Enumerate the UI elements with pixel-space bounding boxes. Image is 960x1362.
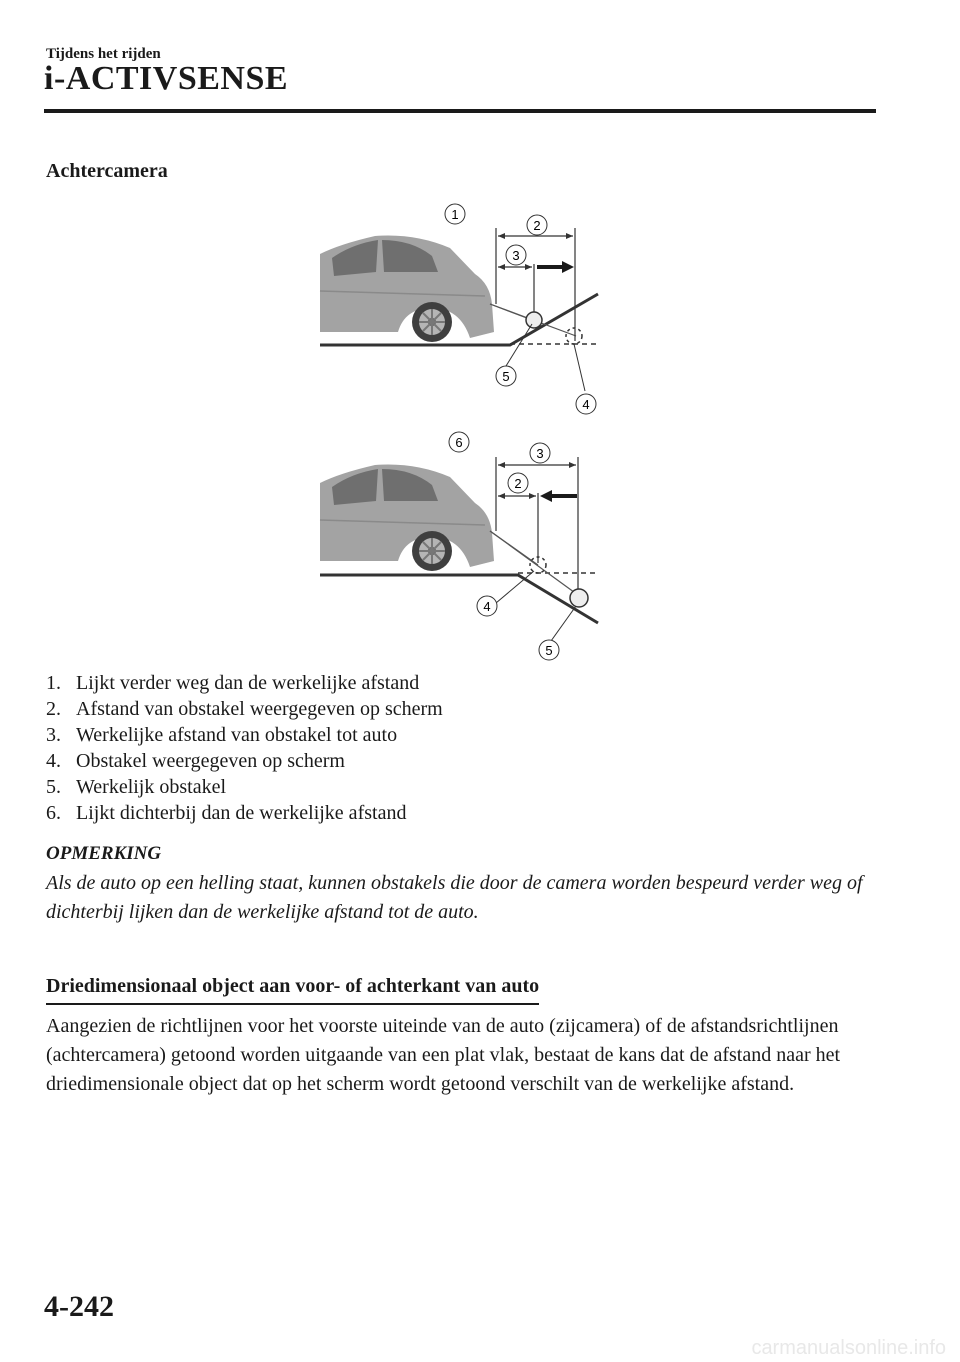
chapter-title: i-ACTIVSENSE [44,60,289,97]
svg-text:2: 2 [533,218,541,233]
svg-text:2: 2 [514,476,522,491]
callout-1 [445,204,465,224]
car-rear-illustration [320,236,494,343]
actual-obstacle-marker [570,589,588,607]
svg-text:5: 5 [545,643,553,658]
legend-item: 5. Werkelijk obstakel [46,776,227,798]
callout-4 [477,596,497,616]
svg-text:3: 3 [536,446,544,461]
legend-item: 2. Afstand van obstakel weergegeven op scherm [46,698,443,720]
callout-4 [576,394,596,414]
legend-item: 3. Werkelijke afstand van obstakel tot auto [46,724,398,746]
car-rear-illustration [320,465,494,572]
legend-list [46,670,443,826]
subheading-rear-camera: Achtercamera [46,160,168,182]
section-label: Tijdens het rijden [46,46,161,62]
legend-item: 4. Obstakel weergegeven op scherm [46,750,345,772]
svg-text:5: 5 [502,369,510,384]
header-rule [44,109,876,113]
note-title: OPMERKING [46,843,162,864]
callout-3 [506,245,526,265]
diagram-appears-farther [300,196,620,421]
svg-text:4: 4 [582,397,590,412]
callout-5 [496,366,516,386]
actual-obstacle-marker [526,312,542,328]
watermark: carmanualsonline.info [751,1337,946,1359]
ground-slope-down [320,575,598,623]
callout-5 [539,640,559,660]
page-number: 4-242 [44,1290,114,1323]
callout-6 [449,432,469,452]
legend-item: 1. Lijkt verder weg dan de werkelijke afstand [46,672,420,694]
diagram-appears-closer [300,425,620,665]
displayed-obstacle-marker [566,328,582,344]
callout-2 [527,215,547,235]
callout-3 [530,443,550,463]
svg-text:3: 3 [512,248,520,263]
legend-item: 6. Lijkt dichterbij dan de werkelijke afstand [46,802,407,824]
callout-2 [508,473,528,493]
svg-text:1: 1 [451,207,459,222]
section-heading: Driedimensionaal object aan voor- of achterkant van auto [46,975,539,1005]
svg-text:4: 4 [483,599,491,614]
note-text: Als de auto op een helling staat, kunnen obstakels die door de camera worden bespeurd verder weg of dichterbij lijken dan de werkelijke afstand tot de auto. [46,872,863,923]
svg-text:6: 6 [455,435,463,450]
section-body: Aangezien de richtlijnen voor het voorste uiteinde van de auto (zijcamera) of de afstandsrichtlijnen (achtercamera) getoond worden uitgaande van een plat vlak, bestaat de kans dat de afstand naar het driedimensionale object dat op het scherm wordt getoond verschilt van de werkelijke afstand. [46,1015,841,1095]
